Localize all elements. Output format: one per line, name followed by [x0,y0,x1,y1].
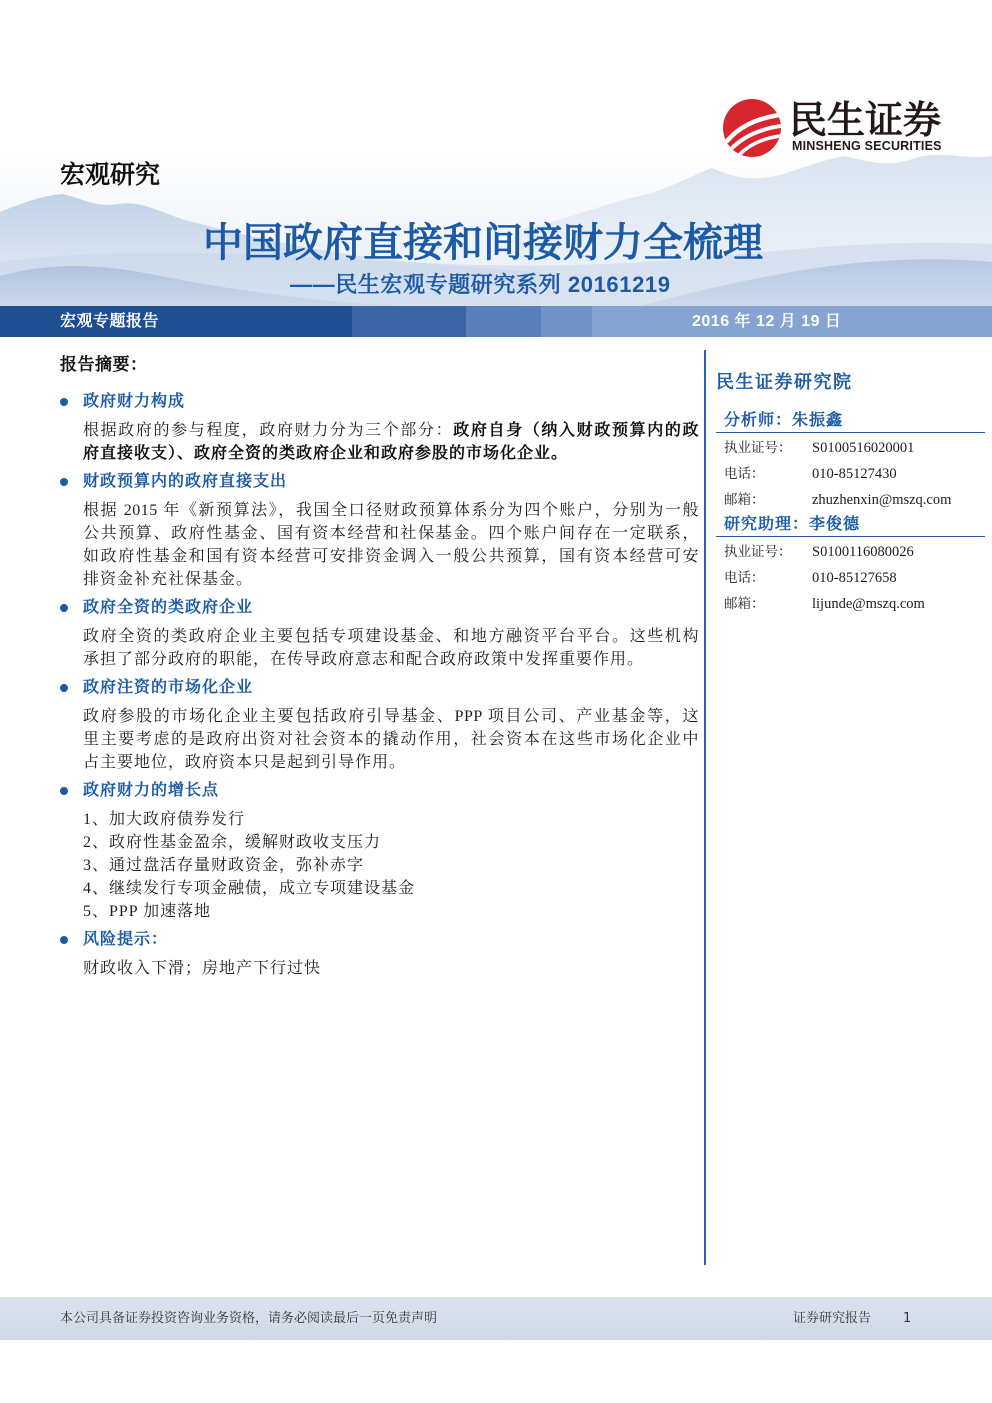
footer-doc-type: 证券研究报告 [793,1311,872,1326]
body-line [83,419,699,442]
body-line: 占主要地位，政府资本只是起到引导作用。 [83,754,407,771]
report-type: 宏观专题报告 [60,313,160,330]
section-title: 风险提示： [83,931,169,948]
list-item: 4、继续发行专项金融债，成立专项建设基金 [83,880,416,897]
email-address: zhuzhenxin@mszq.com [812,492,952,508]
license-number: S0100116080026 [812,544,914,560]
bullet-icon [60,936,68,944]
report-summary [60,354,700,980]
body-line: 政府参股的市场化企业主要包括政府引导基金、PPP 项目公司、产业基金等，这 [83,708,699,725]
section-title: 政府财力构成 [83,393,186,410]
report-category: 宏观研究 [60,160,161,189]
contact-row-phone [716,565,985,591]
list-item: 1、加大政府债券发行 [83,811,246,828]
assistant-block [716,513,985,617]
analyst-sidebar [716,372,985,617]
body-line: 政府全资的类政府企业主要包括专项建设基金、和地方融资平台平台。这些机构 [83,628,699,645]
section-heading [60,779,700,802]
logo-name-cn: 民生证券 [789,98,942,142]
contact-row-email [716,591,985,617]
bullet-icon [60,684,68,692]
section-heading [60,928,700,951]
body-line: 承担了部分政府的职能，在传导政府意志和配合政府政策中发挥重要作用。 [83,651,645,668]
license-number: S0100516020001 [812,440,915,456]
contact-label: 邮箱： [724,596,765,611]
bullet-icon [60,478,68,486]
body-text-bold: 府直接收支）、政府全资的类政府企业和政府参股的市场化企业。 [83,445,569,462]
bullet-icon [60,604,68,612]
contact-row-license [716,539,985,565]
assistant-name: 研究助理：李俊德 [716,513,985,537]
body-line: 里主要考虑的是政府出资对社会资本的撬动作用，社会资本在这些市场化企业中 [83,731,699,748]
body-text: 根据政府的参与程度，政府财力分为三个部分： [83,422,454,439]
contact-row-license [716,435,985,461]
minsheng-logo-icon [721,97,783,159]
contact-row-phone [716,461,985,487]
body-line: 排资金补充社保基金。 [83,571,254,588]
section-heading [60,596,700,619]
bullet-icon [60,398,68,406]
column-divider [704,350,706,1265]
bullet-icon [60,787,68,795]
phone-number: 010-85127658 [812,570,897,586]
contact-label: 执业证号： [724,544,792,559]
report-info-band [0,306,992,337]
section-title: 政府注资的市场化企业 [83,679,254,696]
page-footer [0,1297,992,1340]
contact-row-email [716,487,985,513]
page-number: 1 [903,1311,912,1326]
section-title: 政府财力的增长点 [83,782,220,799]
section-heading [60,470,700,493]
summary-heading: 报告摘要： [60,355,148,375]
contact-label: 电话： [724,570,765,585]
section-title: 财政预算内的政府直接支出 [83,473,288,490]
report-date: 2016 年 12 月 19 日 [692,313,842,330]
contact-label: 邮箱： [724,492,765,507]
page-title: 中国政府直接和间接财力全梳理 [203,220,763,266]
institute-name: 民生证券研究院 [716,372,853,393]
body-line: 财政收入下滑；房地产下行过快 [83,960,322,977]
section-heading [60,676,700,699]
list-item: 2、政府性基金盈余，缓解财政收支压力 [83,834,382,851]
body-line [83,442,699,465]
body-line: 公共预算、政府性基金、国有资本经营和社保基金。四个账户间存在一定联系， [83,525,699,542]
list-item: 3、通过盘活存量财政资金，弥补赤字 [83,857,365,874]
list-item: 5、PPP 加速落地 [83,903,212,920]
analyst-block [716,409,985,513]
footer-disclaimer: 本公司具备证券投资咨询业务资格，请务必阅读最后一页免责声明 [60,1311,438,1326]
phone-number: 010-85127430 [812,466,897,482]
analyst-name: 分析师：朱振鑫 [716,409,985,433]
body-line: 如政府性基金和国有资本经营可安排资金调入一般公共预算，国有资本经营可安 [83,548,699,565]
contact-label: 执业证号： [724,440,792,455]
logo-name-en: MINSHENG SECURITIES [792,139,942,153]
section-title: 政府全资的类政府企业 [83,599,254,616]
page-subtitle: ——民生宏观专题研究系列 20161219 [290,272,671,297]
body-text-bold: 政府自身（纳入财政预算内的政 [453,422,699,439]
body-line: 根据 2015 年《新预算法》，我国全口径财政预算体系分为四个账户，分别为一般 [83,502,699,519]
contact-label: 电话： [724,466,765,481]
section-heading [60,390,700,413]
email-address: lijunde@mszq.com [812,596,925,612]
